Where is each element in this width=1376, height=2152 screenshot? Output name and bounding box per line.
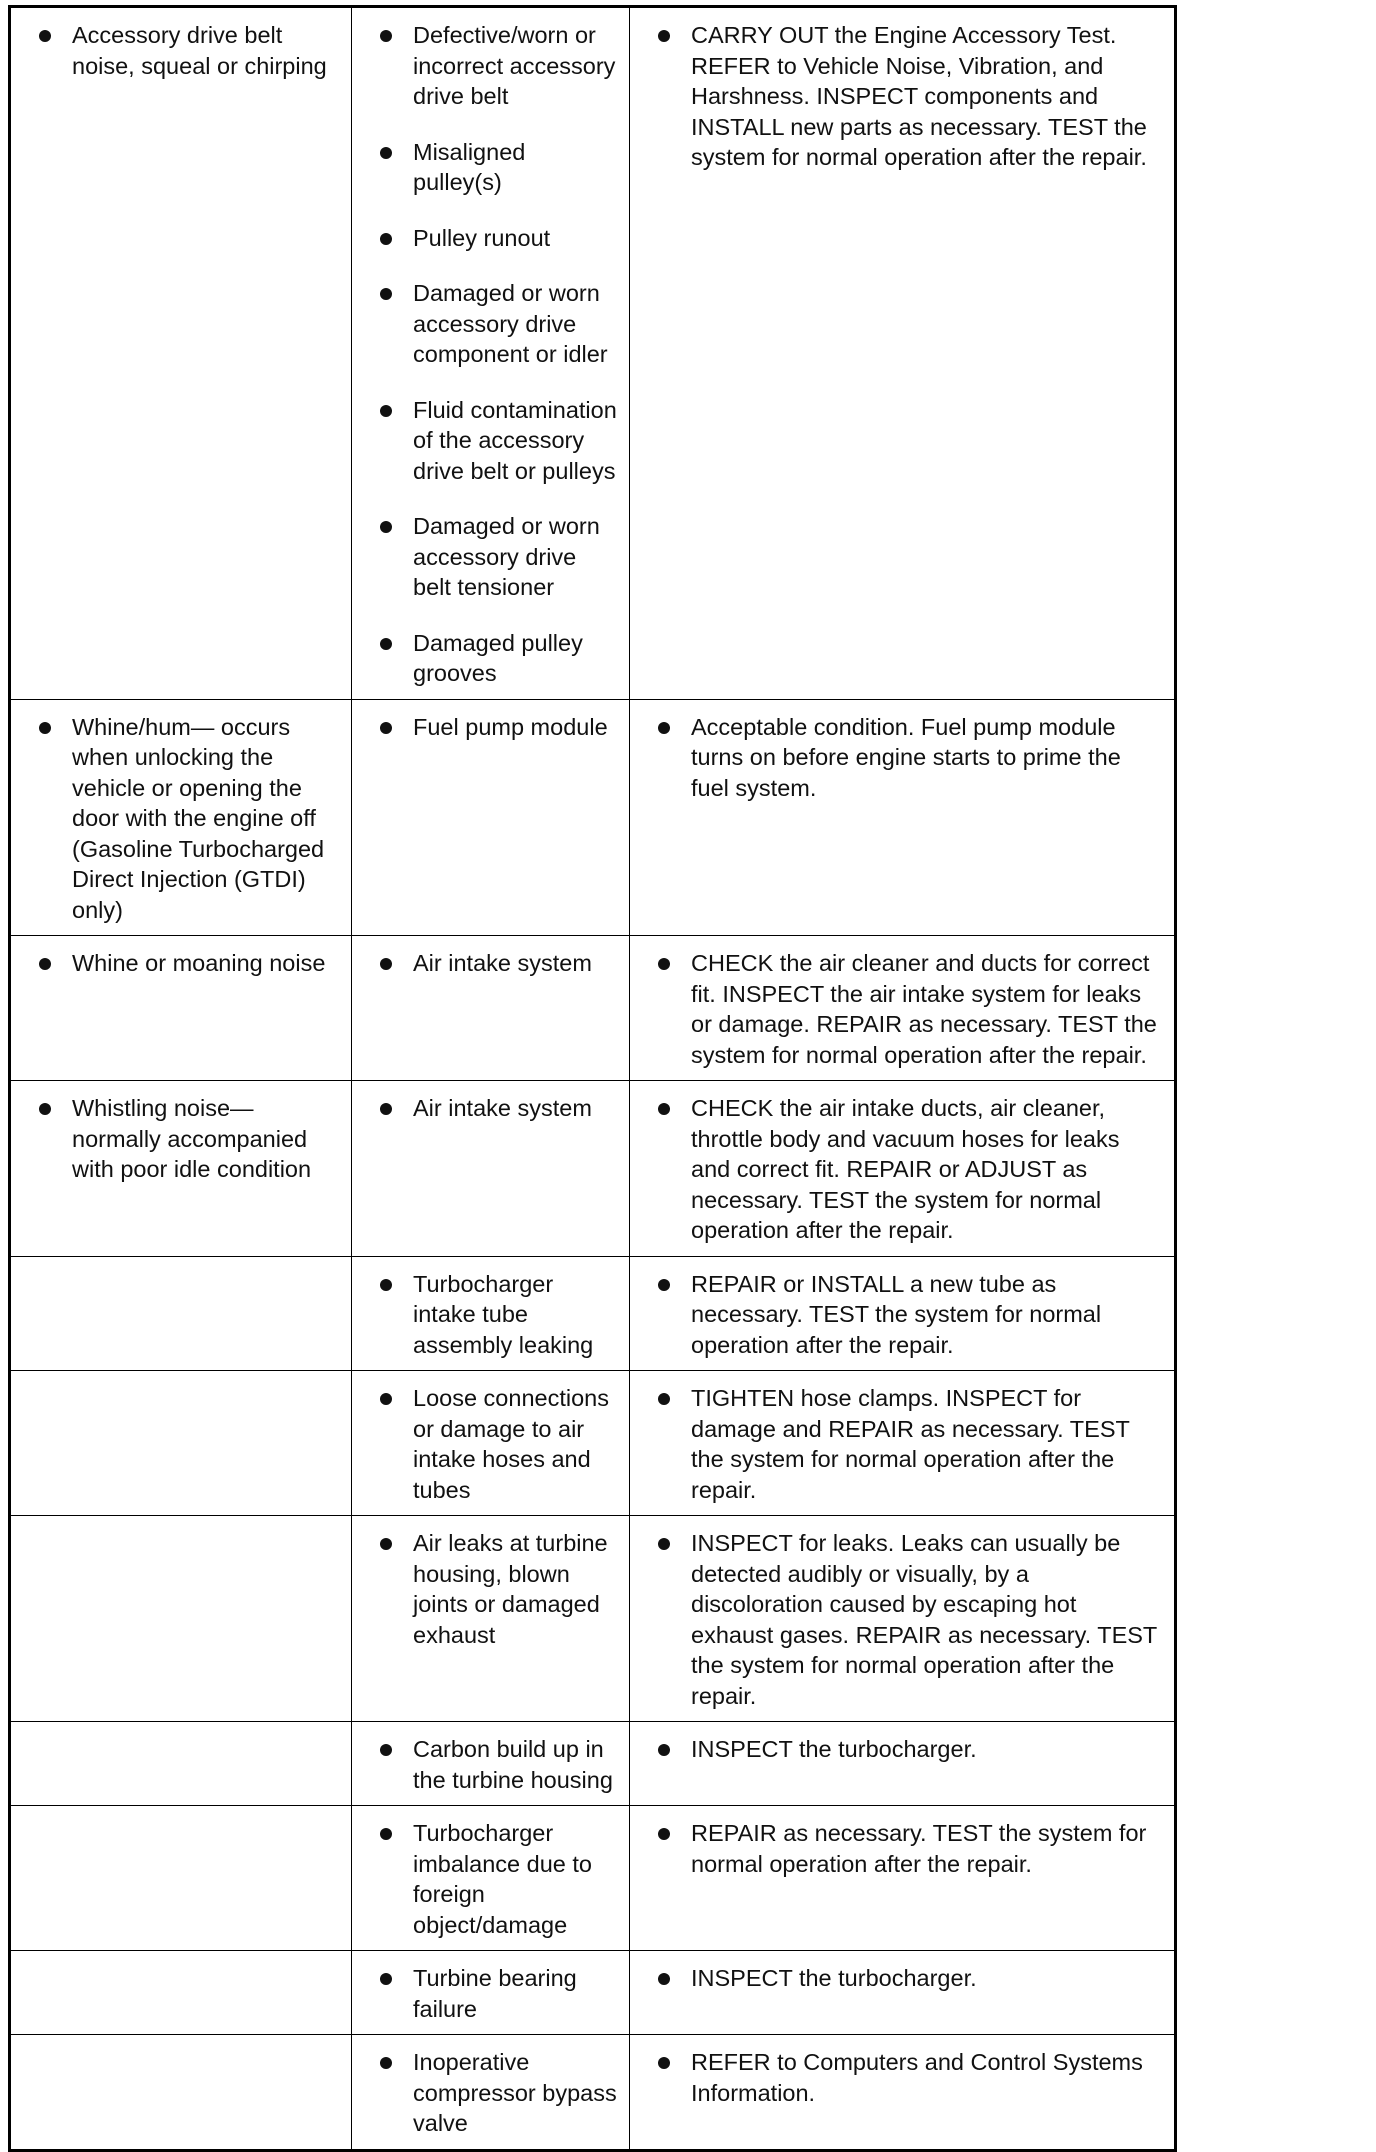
- causes-list: [380, 948, 619, 979]
- action-cell: [630, 1371, 1176, 1516]
- table-row: [10, 936, 1176, 1081]
- symptom-chart-table: [8, 5, 1177, 2152]
- causes-list-item: Misaligned pulley(s): [380, 137, 619, 198]
- symptom-list-item: Accessory drive belt noise, squeal or chirping: [39, 20, 341, 81]
- causes-list-item: Loose connections or damage to air intake hoses and tubes: [380, 1383, 619, 1505]
- actions-list-item: TIGHTEN hose clamps. INSPECT for damage and REPAIR as necessary. TEST the system for normal operation after the repair.: [658, 1383, 1164, 1505]
- cause-cell: [352, 699, 630, 936]
- action-cell: [630, 7, 1176, 700]
- symptom-list: [39, 1093, 341, 1185]
- action-cell: [630, 1951, 1176, 2035]
- symptom-cell: [10, 2035, 352, 2151]
- table-row: [10, 7, 1176, 700]
- causes-list-item: Turbocharger imbalance due to foreign object/damage: [380, 1818, 619, 1940]
- actions-list: [658, 1269, 1164, 1361]
- action-cell: [630, 936, 1176, 1081]
- causes-list: [380, 2047, 619, 2139]
- actions-list: [658, 1963, 1164, 1994]
- causes-list-item: Carbon build up in the turbine housing: [380, 1734, 619, 1795]
- symptom-cell: [10, 1516, 352, 1722]
- causes-list: [380, 712, 619, 743]
- cause-cell: [352, 1951, 630, 2035]
- table-row: [10, 1081, 1176, 1257]
- causes-list-item: Fluid contamination of the accessory drive belt or pulleys: [380, 395, 619, 487]
- action-cell: [630, 1081, 1176, 1257]
- causes-list: [380, 1528, 619, 1650]
- causes-list-item: Air leaks at turbine housing, blown joints or damaged exhaust: [380, 1528, 619, 1650]
- actions-list: [658, 1818, 1164, 1879]
- causes-list: [380, 1963, 619, 2024]
- cause-cell: [352, 1722, 630, 1806]
- actions-list-item: REPAIR as necessary. TEST the system for normal operation after the repair.: [658, 1818, 1164, 1879]
- table-body: [10, 7, 1176, 2151]
- symptom-cell: [10, 1951, 352, 2035]
- causes-list-item: Turbine bearing failure: [380, 1963, 619, 2024]
- actions-list-item: CHECK the air cleaner and ducts for correct fit. INSPECT the air intake system for leaks or damage. REPAIR as necessary. TEST the system for normal operation after the repair.: [658, 948, 1164, 1070]
- actions-list-item: INSPECT the turbocharger.: [658, 1963, 1164, 1994]
- causes-list-item: Damaged or worn accessory drive belt tensioner: [380, 511, 619, 603]
- actions-list: [658, 1734, 1164, 1765]
- table-row: [10, 1951, 1176, 2035]
- symptom-list-item: Whistling noise— normally accompanied with poor idle condition: [39, 1093, 341, 1185]
- actions-list-item: Acceptable condition. Fuel pump module turns on before engine starts to prime the fuel system.: [658, 712, 1164, 804]
- symptom-cell: [10, 1256, 352, 1371]
- actions-list: [658, 712, 1164, 804]
- causes-list-item: Air intake system: [380, 1093, 619, 1124]
- symptom-cell: [10, 936, 352, 1081]
- actions-list: [658, 1383, 1164, 1505]
- symptom-cell: [10, 1371, 352, 1516]
- table-row: [10, 1371, 1176, 1516]
- table-row: [10, 2035, 1176, 2151]
- causes-list-item: Air intake system: [380, 948, 619, 979]
- symptom-cell: [10, 1081, 352, 1257]
- symptom-cell: [10, 7, 352, 700]
- action-cell: [630, 1806, 1176, 1951]
- action-cell: [630, 1256, 1176, 1371]
- causes-list: [380, 1093, 619, 1124]
- symptom-cell: [10, 1806, 352, 1951]
- cause-cell: [352, 1256, 630, 1371]
- causes-list-item: Pulley runout: [380, 223, 619, 254]
- causes-list: [380, 1269, 619, 1361]
- actions-list-item: REPAIR or INSTALL a new tube as necessary. TEST the system for normal operation after the repair.: [658, 1269, 1164, 1361]
- actions-list: [658, 20, 1164, 173]
- actions-list: [658, 948, 1164, 1070]
- actions-list-item: CHECK the air intake ducts, air cleaner, throttle body and vacuum hoses for leaks and correct fit. REPAIR or ADJUST as necessary. TEST the system for normal operation after the repair.: [658, 1093, 1164, 1246]
- causes-list-item: Inoperative compressor bypass valve: [380, 2047, 619, 2139]
- actions-list: [658, 1528, 1164, 1711]
- cause-cell: [352, 1081, 630, 1257]
- actions-list: [658, 1093, 1164, 1246]
- cause-cell: [352, 7, 630, 700]
- symptom-list: [39, 712, 341, 926]
- table-row: [10, 1806, 1176, 1951]
- table-row: [10, 1256, 1176, 1371]
- causes-list-item: Damaged or worn accessory drive component or idler: [380, 278, 619, 370]
- actions-list-item: REFER to Computers and Control Systems Information.: [658, 2047, 1164, 2108]
- cause-cell: [352, 2035, 630, 2151]
- causes-list-item: Damaged pulley grooves: [380, 628, 619, 689]
- cause-cell: [352, 936, 630, 1081]
- action-cell: [630, 2035, 1176, 2151]
- actions-list-item: INSPECT the turbocharger.: [658, 1734, 1164, 1765]
- cause-cell: [352, 1516, 630, 1722]
- symptom-list: [39, 948, 341, 979]
- actions-list: [658, 2047, 1164, 2108]
- causes-list-item: Defective/worn or incorrect accessory drive belt: [380, 20, 619, 112]
- table-row: [10, 699, 1176, 936]
- causes-list: [380, 20, 619, 689]
- symptom-list-item: Whine or moaning noise: [39, 948, 341, 979]
- table-row: [10, 1516, 1176, 1722]
- causes-list: [380, 1383, 619, 1505]
- action-cell: [630, 1722, 1176, 1806]
- symptom-cell: [10, 1722, 352, 1806]
- causes-list-item: Fuel pump module: [380, 712, 619, 743]
- action-cell: [630, 699, 1176, 936]
- symptom-list-item: Whine/hum— occurs when unlocking the vehicle or opening the door with the engine off (Gasoline Turbocharged Direct Injection (GTDI) only): [39, 712, 341, 926]
- causes-list-item: Turbocharger intake tube assembly leaking: [380, 1269, 619, 1361]
- actions-list-item: CARRY OUT the Engine Accessory Test. REFER to Vehicle Noise, Vibration, and Harshness. INSPECT components and INSTALL new parts as necessary. TEST the system for normal operation after the repair.: [658, 20, 1164, 173]
- symptom-cell: [10, 699, 352, 936]
- action-cell: [630, 1516, 1176, 1722]
- cause-cell: [352, 1806, 630, 1951]
- causes-list: [380, 1734, 619, 1795]
- table-row: [10, 1722, 1176, 1806]
- actions-list-item: INSPECT for leaks. Leaks can usually be detected audibly or visually, by a discoloration caused by escaping hot exhaust gases. REPAIR as necessary. TEST the system for normal operation after the repair.: [658, 1528, 1164, 1711]
- cause-cell: [352, 1371, 630, 1516]
- symptom-list: [39, 20, 341, 81]
- causes-list: [380, 1818, 619, 1940]
